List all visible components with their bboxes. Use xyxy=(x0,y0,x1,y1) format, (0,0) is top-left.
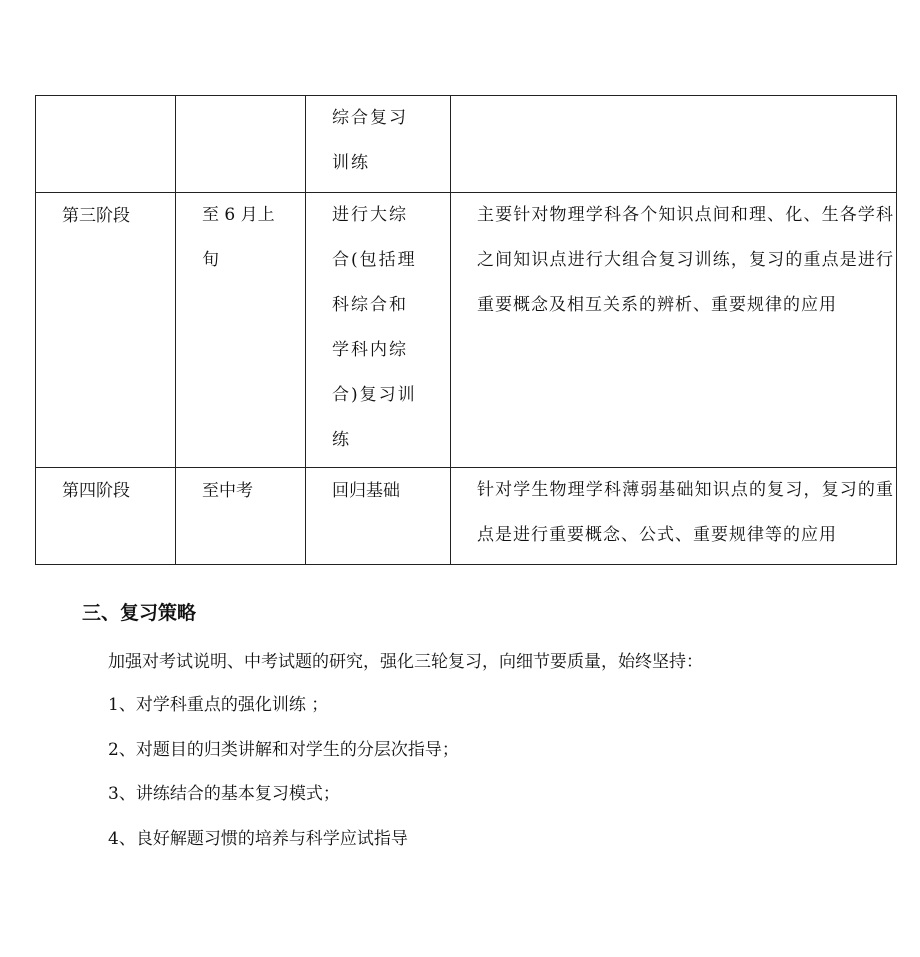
time-text: 至 6 月上旬 xyxy=(202,205,275,270)
task-text: 综合复习训练 xyxy=(332,108,408,173)
stage-cell: 第三阶段 xyxy=(36,193,176,468)
stage-cell xyxy=(36,96,176,193)
list-item: 1、对学科重点的强化训练 ； xyxy=(108,695,329,715)
list-item: 4、良好解题习惯的培养与科学应试指导 xyxy=(108,829,408,849)
table-row xyxy=(36,468,897,565)
time-cell xyxy=(176,193,306,468)
desc-cell: 针对学生物理学科薄弱基础知识点的复习，复习的重点是进行重要概念、公式、重要规律等的应用 xyxy=(451,468,897,565)
table-row xyxy=(36,193,897,468)
review-plan-table xyxy=(35,95,897,565)
stage-cell: 第四阶段 xyxy=(36,468,176,565)
task-cell xyxy=(306,96,451,193)
task-cell xyxy=(306,468,451,565)
task-text: 进行大综合(包括理科综合和学科内综合)复习训练 xyxy=(332,205,417,450)
task-cell xyxy=(306,193,451,468)
section-heading: 三、复习策略 xyxy=(82,602,197,624)
list-item: 3、讲练结合的基本复习模式； xyxy=(108,784,340,804)
table-row xyxy=(36,96,897,193)
section-intro: 加强对考试说明、中考试题的研究，强化三轮复习，向细节要质量，始终坚持： xyxy=(108,652,703,672)
desc-cell xyxy=(451,96,897,193)
list-item: 2、对题目的归类讲解和对学生的分层次指导； xyxy=(108,740,459,760)
desc-cell: 主要针对物理学科各个知识点间和理、化、生各学科之间知识点进行大组合复习训练，复习的重点是进行重要概念及相互关系的辨析、重要规律的应用 xyxy=(451,193,897,468)
time-cell xyxy=(176,96,306,193)
task-text: 回归基础 xyxy=(332,481,400,501)
time-cell: 至中考 xyxy=(176,468,306,565)
